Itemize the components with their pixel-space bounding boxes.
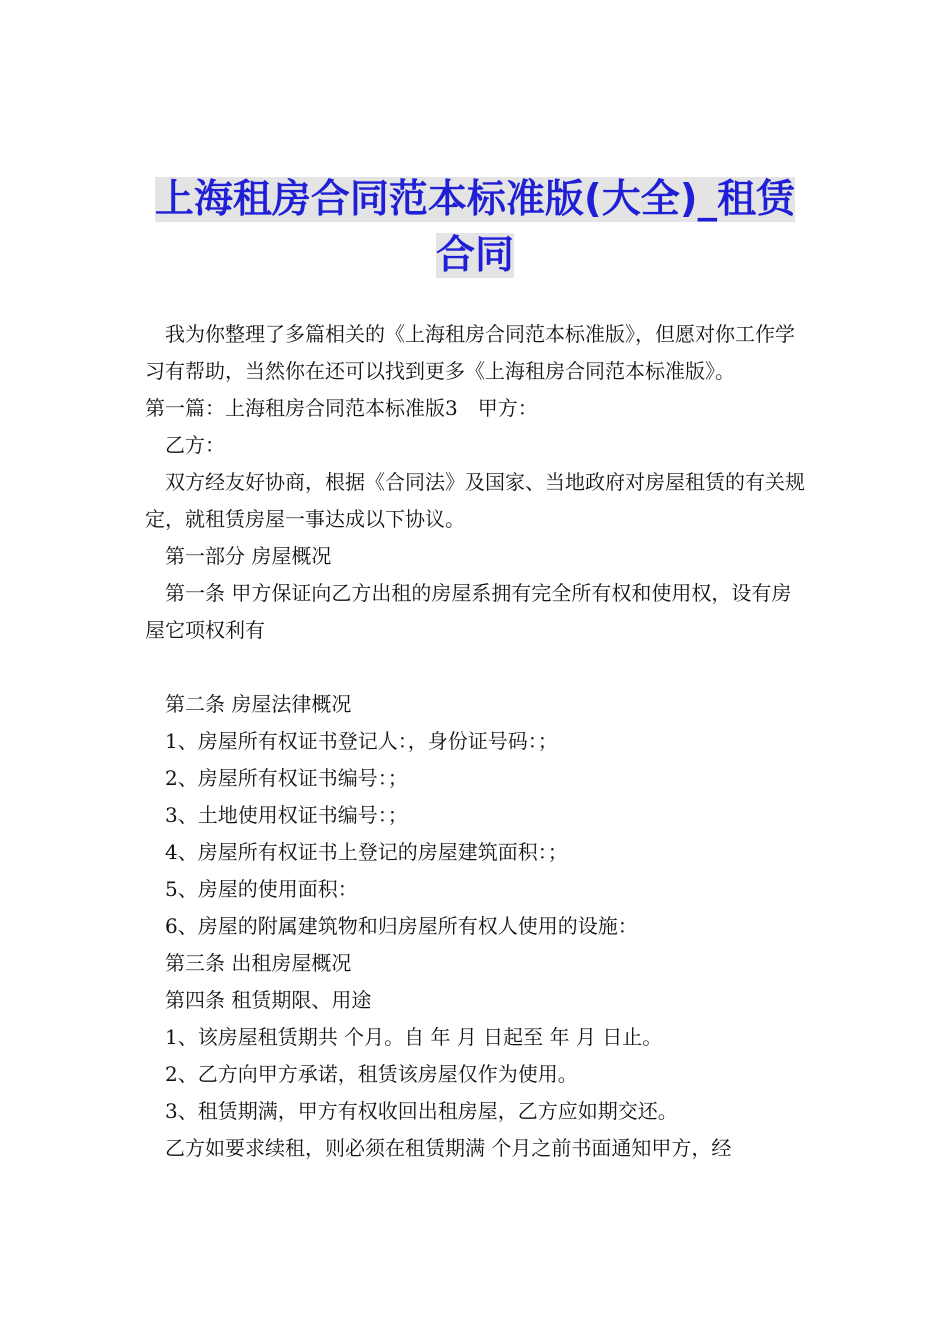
list-item: 4、房屋所有权证书上登记的房屋建筑面积：； (165, 840, 568, 864)
list-item: 2、乙方向甲方承诺，租赁该房屋仅作为使用。 (165, 1062, 578, 1086)
article-two-heading: 第二条 房屋法律概况 (165, 692, 352, 716)
section-heading-first: 第一篇：上海租房合同范本标准版3 甲方： (145, 396, 538, 420)
blank-line (145, 649, 810, 686)
list-item: 5、房屋的使用面积： (165, 877, 358, 901)
document-title (100, 172, 850, 284)
intro-paragraph: 我为你整理了多篇相关的《上海租房合同范本标准版》，但愿对你工作学习有帮助，当然你在还可以找到更多《上海租房合同范本标准版》。 (145, 322, 795, 383)
document-body (145, 316, 810, 1167)
list-item: 1、房屋所有权证书登记人：，身份证号码：； (165, 729, 558, 753)
list-item: 1、该房屋租赁期共 个月。自 年 月 日起至 年 月 日止。 (165, 1025, 663, 1049)
article-one: 第一条 甲方保证向乙方出租的房屋系拥有完全所有权和使用权，设有房屋它项权利有 (145, 581, 792, 642)
list-item: 3、租赁期满，甲方有权收回出租房屋，乙方应如期交还。 (165, 1099, 678, 1123)
title-line-2: 合同 (435, 233, 514, 278)
list-item: 2、房屋所有权证书编号：； (165, 766, 408, 790)
agreement-paragraph: 双方经友好协商，根据《合同法》及国家、当地政府对房屋租赁的有关规定，就租赁房屋一事达成以下协议。 (145, 470, 805, 531)
article-four-heading: 第四条 租赁期限、用途 (165, 988, 372, 1012)
list-item: 3、土地使用权证书编号：； (165, 803, 408, 827)
article-three-heading: 第三条 出租房屋概况 (165, 951, 352, 975)
renewal-paragraph: 乙方如要求续租，则必须在租赁期满 个月之前书面通知甲方，经 (165, 1136, 732, 1160)
party-b-line: 乙方： (165, 433, 225, 457)
part-one-heading: 第一部分 房屋概况 (165, 544, 332, 568)
list-item: 6、房屋的附属建筑物和归房屋所有权人使用的设施： (165, 914, 638, 938)
title-line-1: 上海租房合同范本标准版(大全)_租赁 (154, 177, 796, 222)
